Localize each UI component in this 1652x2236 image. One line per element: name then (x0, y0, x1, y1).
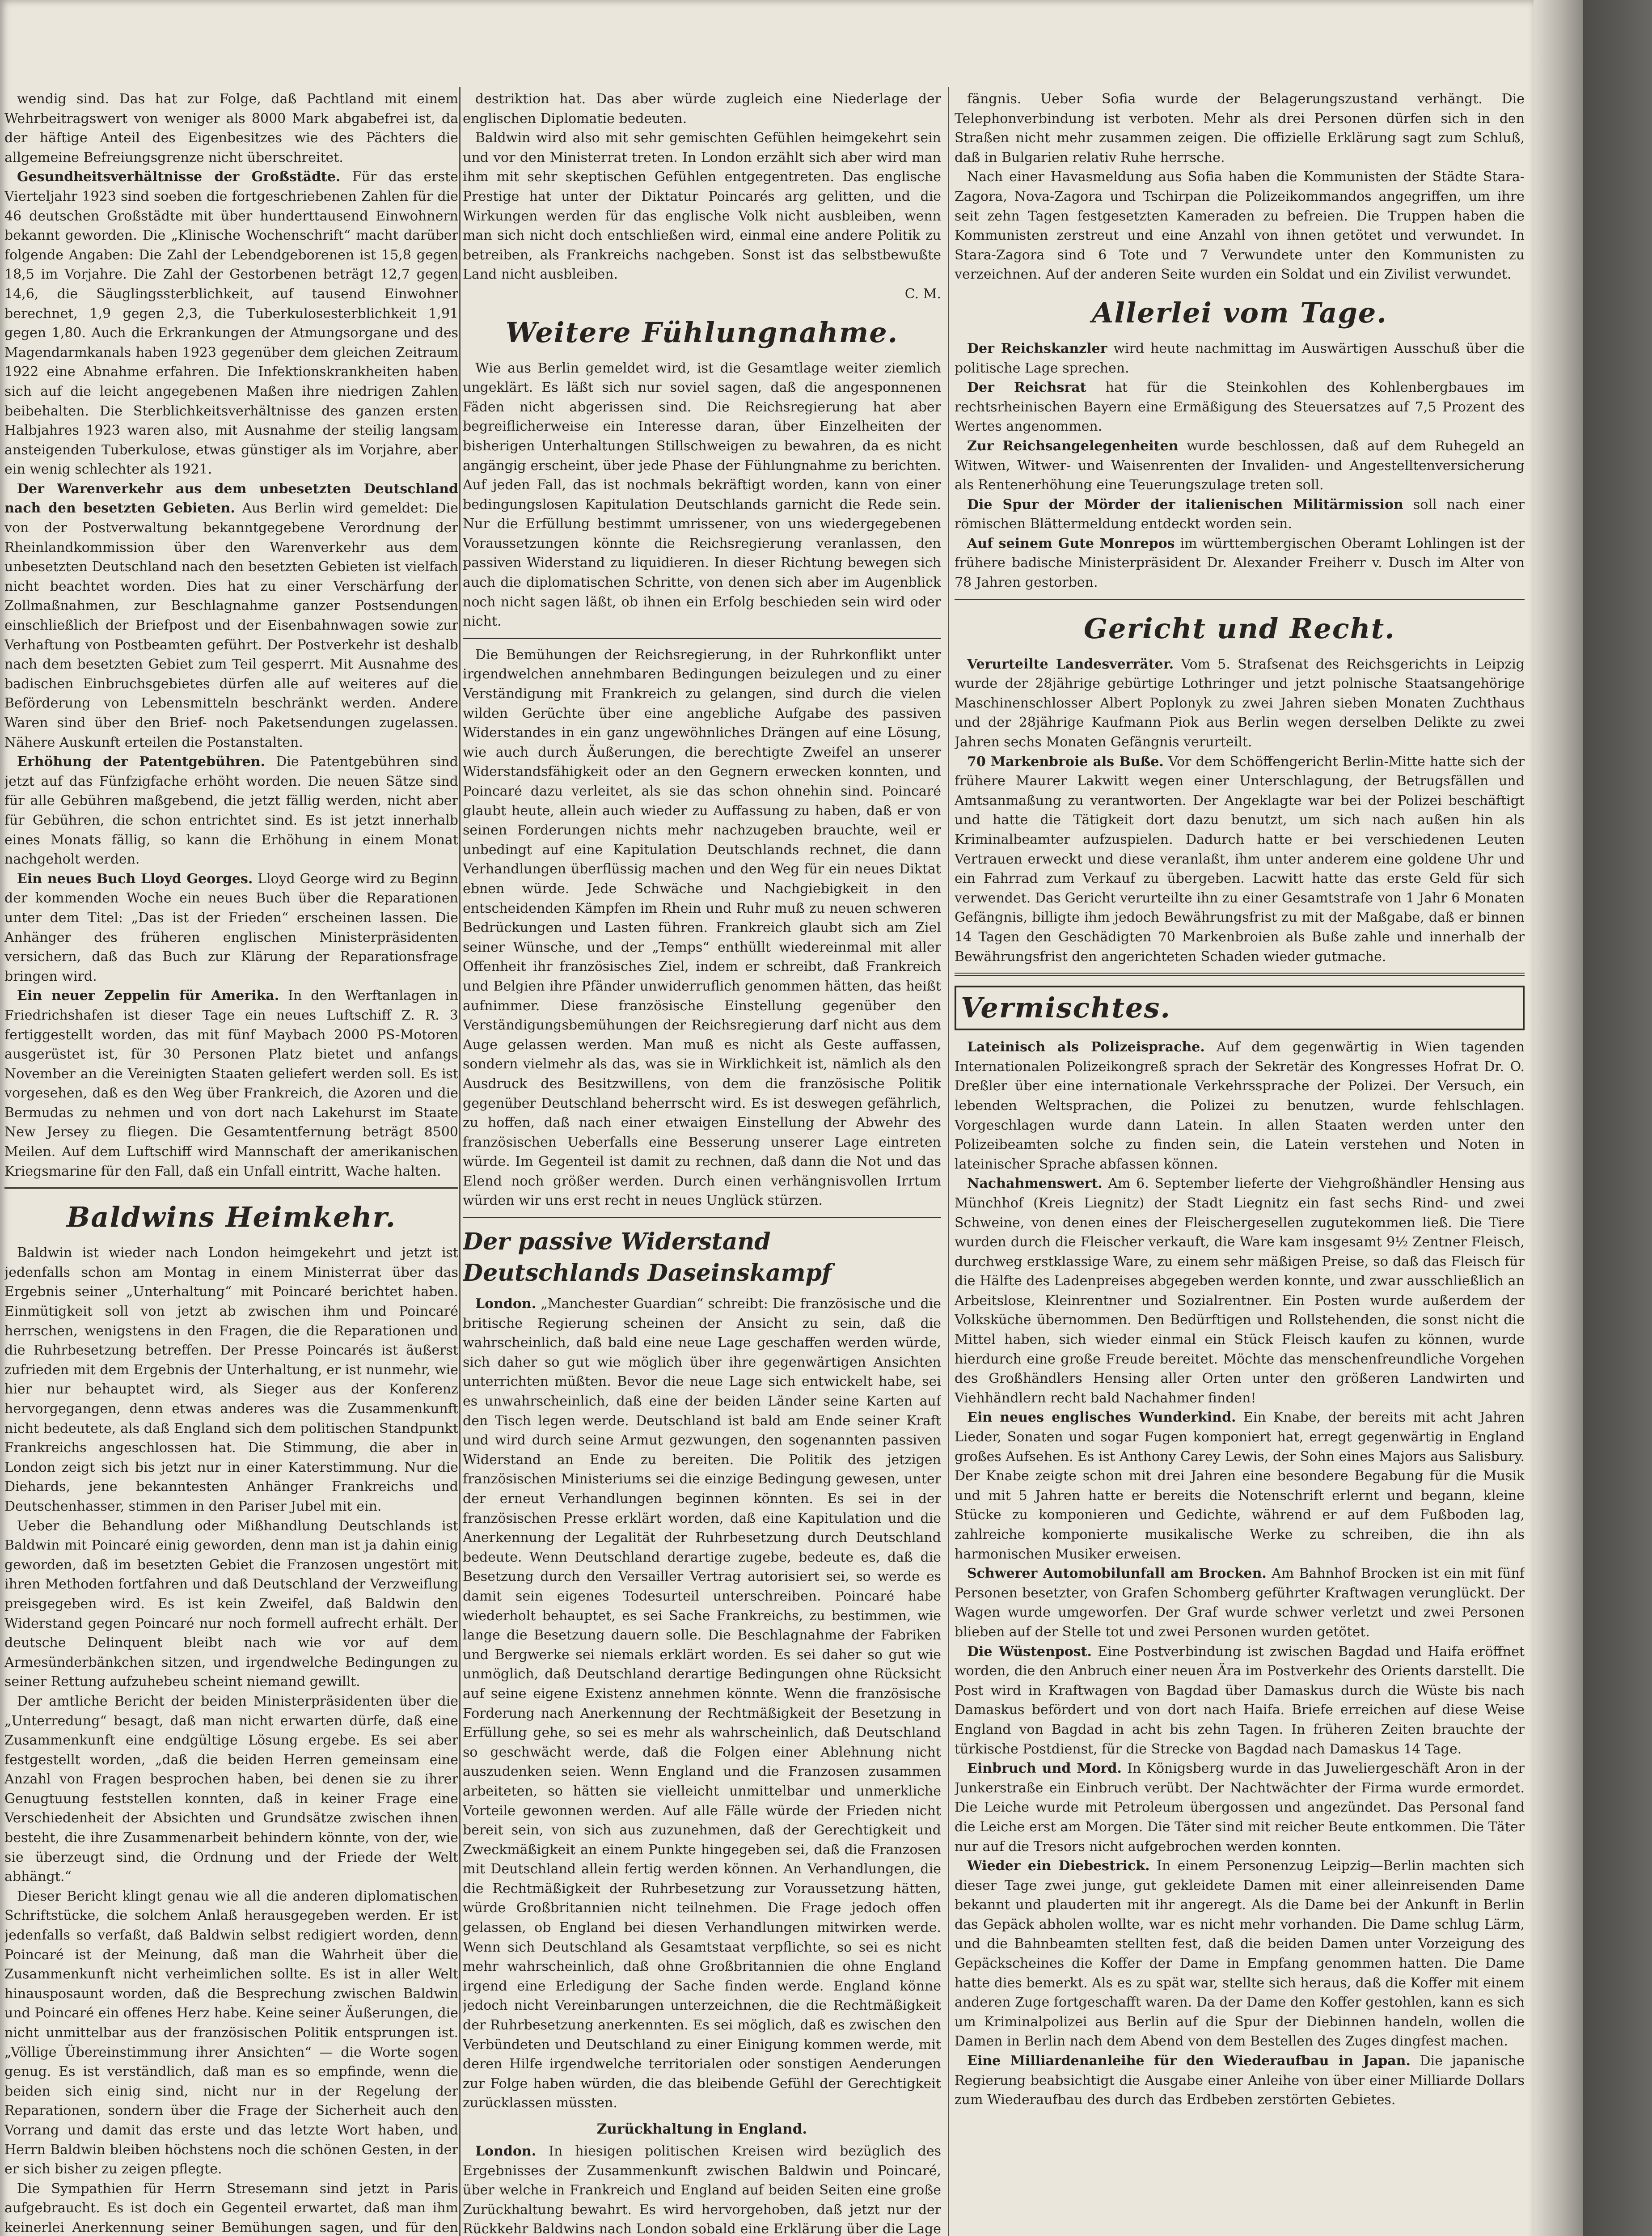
paragraph-lead: Der Warenverkehr aus dem unbesetzten Deutschland nach den besetzten Gebieten. (4, 481, 458, 517)
article-paragraph (463, 1294, 941, 2113)
paragraph-lead: Der Reichsrat (967, 380, 1086, 396)
section-heading: Weitere Fühlungnahme. (505, 316, 899, 349)
article-paragraph (4, 479, 458, 752)
paragraph-lead: Zur Reichsangelegenheiten (967, 438, 1179, 454)
paragraph-text: im württembergischen Oberamt Lohlingen ist der frühere badische Ministerpräsident Dr. Alexander Freiherr v. Dusch im Alter von 78 Jahren gestorben. (955, 535, 1525, 591)
paragraph-lead: Einbruch und Mord. (967, 1761, 1122, 1777)
column-right (955, 89, 1525, 2236)
paragraph-text: Baldwin wird also mit sehr gemischten Gefühlen heimgekehrt sein und vor den Ministerrat treten. In London erzählt sich aber wird man ihm mit sehr skeptischen Gefühlen entgegentreten. Das englische Prestige hat unter der Diktatur Poincarés arg gelitten, und die Wirkungen werden für das englische Volk nicht ausbleiben, wenn man sich nicht doch entschließen wird, einmal eine andere Politik zu betreiben, als Frankreichs nachgeben. Sonst ist das selbstbewußte Land nicht ausbleiben. (463, 130, 941, 283)
article-paragraph (955, 378, 1525, 436)
article-paragraph (955, 436, 1525, 495)
paragraph-text: Dieser Bericht klingt genau wie all die anderen diplomatischen Schriftstücke, die solchem Anlaß herausgegeben werden. Er ist jedenfalls so verfaßt, daß Baldwin selbst redigiert worden, denn Poincaré ist der Meinung, daß man die Wahrheit über die Zusammenkunft nicht verheimlichen sollte. Es ist in aller Welt hinausposaunt worden, daß die Besprechung zwischen Baldwin und Poincaré ein offenes Herz habe. Keine seiner Äußerungen, die nicht unmittelbar aus der französischen Politik entsprungen ist. „Völlige Übereinstimmung ihrer Ansichten“ — die Worte sogen genug. Es ist verständlich, daß man es so empfinde, wenn die beiden sich einig sind, nicht nur in der Regelung der Reparationen, sondern über die Frage der Sicherheit auch den Vorrang und damit das erste und das letzte Wort haben, und Herrn Baldwin bleiben höchstens noch die schönen Gesten, in der er sich bisher zu zeigen pflegte. (4, 1888, 458, 2177)
article-paragraph (4, 986, 458, 1181)
paragraph-text: Am 6. September lieferte der Viehgroßhändler Hensing aus Münchhof (Kreis Liegnitz) der Stadt Liegnitz ein fast sechs Rind- und zwei Schweine, von denen eines der Fleischergesellen zugutekommen ließ. Die Tiere wurden durch die Fleischer verkauft, die Ware kam insgesamt 9½ Zentner Fleisch, durchweg erstklassige Ware, zu einem sehr mäßigen Preise, so daß das Fleisch für die Hälfte des Ladenpreises abgegeben werden konnte, und zwar ausschließlich an Arbeitslose, Kleinrentner und Sozialrentner. Ein Posten wurde außerdem der Volksküche übernommen. Den Bedürftigen und Rollstehenden, die sonst nicht die Mittel haben, sich wieder einmal ein Stück Fleisch kaufen zu können, wurde hierdurch eine große Freude bereitet. Möchte das menschenfreundliche Vorgehen des Großhändlers Hensing aller Orten unter den größeren Landwirten und Viehhändlern recht bald Nachahmer finden! (955, 1176, 1525, 1406)
paragraph-lead: Ein neues englisches Wunderkind. (967, 1410, 1236, 1426)
paragraph-text: In den Werftanlagen in Friedrichshafen ist dieser Tage ein neues Luftschiff Z. R. 3 fertiggestellt worden, das mit fünf Maybach 2000 PS-Motoren ausgerüstet ist, für 30 Personen Platz bietet und anfangs November an die Vereinigten Staaten geliefert werden soll. Es ist vorgesehen, daß es den Weg über Frankreich, die Azoren und die Bermudas zu nehmen und von dort nach Lakehurst im Staate New Jersey zu fliegen. Die Gesamtentfernung beträgt 8500 Meilen. Auf dem Luftschiff wird Mannschaft der amerikanischen Kriegsmarine für den Fall, daß ein Unfall eintritt, Wache halten. (4, 988, 458, 1179)
article-paragraph (463, 2142, 941, 2236)
article-paragraph (463, 359, 941, 631)
article-paragraph (955, 1856, 1525, 2051)
article-paragraph (4, 89, 458, 167)
article-paragraph (4, 1887, 458, 2179)
paragraph-text: Vom 5. Strafsenat des Reichsgerichts in Leipzig wurde der 28jährige gebürtige Lothringer und jetzt polnische Staatsangehörige Maschinenschlosser Albert Poplonyk zu zwei Jahren sieben Monaten Zuchthaus und der 28jährige Kaufmann Piok aus Berlin wegen derselben Delikte zu zwei Jahren sechs Monaten Gefängnis verurteilt. (955, 656, 1525, 750)
paragraph-text: Die Sympathien für Herrn Stresemann sind jetzt in Paris aufgebraucht. Es ist doch ein Gegenteil erwartet, daß man ihm keinerlei Anerkennung seiner Bemühungen sagen, und für den (4, 2181, 458, 2236)
paragraph-lead: Gesundheitsverhältnisse der Großstädte. (17, 169, 341, 185)
paragraph-lead: Ein neues Buch Lloyd Georges. (17, 871, 253, 887)
article-paragraph (955, 1408, 1525, 1564)
paragraph-text: Die Bemühungen der Reichsregierung, in der Ruhrkonflikt unter irgendwelchen annehmbaren Bedingungen beizulegen und zu einer Verständigung mit Frankreich zu gelangen, sind durch die vielen wilden Gerüchte über eine angebliche Aufgabe des passiven Widerstandes in ein ganz ungewöhnliches Drängen auf eine Lösung, wie auch durch Äußerungen, die berechtigte Zweifel an unserer Widerstandsfähigkeit oder an den Gegnern erwecken konnten, und Poincaré dazu verleitet, als sie das schon ohnehin sind. Poincaré glaubt heute, allein auch wieder zu Auffassung zu haben, daß er von seinen Forderungen nichts mehr nachzugeben brauchte, weil er unbedingt auf eine Kapitulation Deutschlands rechnet, die dann Verhandlungen überflüssig machen und den Weg für ein neues Diktat ebnen würde. Jede Schwäche und Nachgiebigkeit in den entscheidenden Kämpfen im Rhein und Ruhr muß zu neuen schweren Bedrückungen und Lasten führen. Frankreich glaubt sich am Ziel seiner Wünsche, und der „Temps“ enthüllt wiedereinmal mit aller Offenheit ihr französisches Ziel, indem er schreibt, daß Frankreich und Belgien ihre Pfänder unwiderruflich genommen hätten, das heißt aufnimmer. Diese französische Einstellung gegenüber den Verständigungsbemühungen der Reichsregierung darf nicht aus dem Auge gelassen werden. Man muß es nicht als Geste auffassen, sondern vielmehr als das, was sie in Wirklichkeit ist, nämlich als den Ausdruck des Besitzwillens, von dem die französische Politik gegenüber Deutschland beherrscht wird. Es ist deswegen gefährlich, zu hoffen, daß nach einer etwaigen Einstellung der Abwehr des französischen Ueberfalls eine Besserung unserer Lage eintreten würde. Im Gegenteil ist damit zu rechnen, daß dann die Not und das Elend noch größer werden. Durch einen verhängnisvollen Irrtum würden wir uns erst recht in neues Unglück stürzen. (463, 647, 941, 1209)
section-divider (4, 1187, 458, 1189)
section-divider (463, 638, 941, 639)
column-left (4, 89, 458, 2236)
paragraph-text: Auf dem gegenwärtig in Wien tagenden Internationalen Polizeikongreß sprach der Sekretär des Kongresses Hofrat Dr. O. Dreßler über eine internationale Verkehrssprache der Polizei. Der Versuch, ein lebenden Weltsprachen, die Polizei zu benutzen, wurde fehlschlagen. Vorgeschlagen wurde dann Latein. In allen Staaten werden unter den Polizeibeamten solche zu finden sein, die Latein verstehen und Noten in lateinischer Sprache abfassen können. (955, 1039, 1525, 1172)
paragraph-text: In hiesigen politischen Kreisen wird bezüglich des Ergebnisses der Zusammenkunft zwischen Baldwin und Poincaré, über welche in Frankreich und England auf beiden Seiten eine große Zurückhaltung bewahrt. Es wird hervorgehoben, daß jetzt nur der Rückkehr Baldwins nach London sobald eine Erklärung über die Lage (463, 2143, 941, 2236)
paragraph-lead: Auf seinem Gute Monrepos (967, 535, 1175, 551)
article-paragraph (4, 2179, 458, 2236)
section-heading: Zurückhaltung in England. (596, 2121, 807, 2137)
article-paragraph (955, 89, 1525, 167)
section-divider (955, 973, 1525, 976)
paragraph-text: „Manchester Guardian“ schreibt: Die französische und die britische Regierung scheinen der Ansicht zu sein, daß die wahrscheinlich, daß bald eine neue Lage geschaffen werden würde, sich daher so gut wie möglich über ihre gegenwärtigen Ansichten unterrichten müßten. Bevor die neue Lage sich entwickelt habe, sei es unwahrscheinlich, daß eine der beiden Länder seine Karten auf den Tisch legen werde. Deutschland ist bald am Ende seiner Kraft und wird durch seine Armut gezwungen, den sogenannten passiven Widerstand an Ende zu bereiten. Die Politik des jetzigen französischen Ministeriums sei die einzige Bedingung gewesen, unter der erneut Verhandlungen beginnen könnten. Es sei in der französischen Presse erklärt worden, daß eine Kapitulation und die Anerkennung der Legalität der Ruhrbesetzung durch Deutschland bedeute. Wenn Deutschland derartige zugebe, bedeute es, daß die Besetzung durch den Versailler Vertrag autorisiert sei, so werde es damit sein eigenes Todesurteil unterschreiben. Poincaré habe wiederholt behauptet, es sei Sache Frankreichs, zu bestimmen, wie lange die Besetzung dauern solle. Die Beschlagnahme der Fabriken und Bergwerke sei niemals erklärt worden. Es sei daher so gut wie unmöglich, daß Deutschland derartige Bedingungen ohne Rücksicht auf seine eigene Existenz annehmen könnte. Wenn die französische Forderung nach Anerkennung der Rechtmäßigkeit der Besetzung in Erfüllung gehe, so sei es mehr als wahrscheinlich, daß Deutschland so geschwächt werde, daß die Folgen einer Ablehnung nicht auszudenken seien. Wenn England und die Franzosen zusammen arbeiteten, so hätten sie vielleicht unmittelbar und unmerkliche Vorteile gewonnen werden. Auf alle Fälle würde der Frieden nicht bereit sein, von sich aus zuzunehmen, daß der Gerechtigkeit und Zweckmäßigkeit an einem Punkte hingegeben sei, daß die Franzosen mit Deutschland allein fertig werden können. An Verhandlungen, die die Rechtmäßigkeit der Ruhrbesetzung zur Voraussetzung hätten, würde Großbritannien nicht teilnehmen. Die Frage jedoch offen gelassen, ob England bei diesen Verhandlungen mitwirken werde. Wenn sich Deutschland als Gesamtstaat verpflichte, so sei es nicht mehr wahrscheinlich, daß ohne Großbritannien die ohne England irgend eine Erledigung der Sache finden werde. England könne jedoch nicht Vereinbarungen unterzeichnen, die die Rechtmäßigkeit der Ruhrbesetzung anerkennten. Es sei möglich, daß es zwischen den Verbündeten und Deutschland zu einer Einigung kommen werde, mit deren Hilfe irgendwelche territorialen oder sonstigen Aenderungen zur Folge haben würden, die das bleibende Gefühl der Gerechtigkeit zurücklassen müssten. (463, 1296, 941, 2111)
section-heading: Baldwins Heimkehr. (66, 1201, 397, 1234)
paragraph-text: Lloyd George wird zu Beginn der kommenden Woche ein neues Buch über die Reparationen unter dem Titel: „Das ist der Frieden“ erscheinen lassen. Die Anhänger des früheren englischen Ministerpräsidenten versichern, daß das Buch zur Klärung der Reparationsfrage bringen wird. (4, 871, 458, 984)
article-paragraph (955, 339, 1525, 378)
paragraph-text: In einem Personenzug Leipzig—Berlin machten sich dieser Tage zwei junge, gut gekleidete Damen mit einer alleinreisenden Dame bekannt und plauderten mit ihr angeregt. Als die Dame bei der Ankunft in Berlin das Gepäck abholen wollte, war es nicht mehr vorhanden. Die Dame schlug Lärm, und die Bahnbeamten stellten fest, daß die beiden Damen unter Vorzeigung des Gepäckscheines die Koffer der Dame in Empfang genommen hatten. Die Dame hatte dies bemerkt. Als es zu spät war, stellte sich heraus, daß die Koffer mit einem anderen Zuge fortgeschafft waren. Da der Dame den Koffer gestohlen, kann es sich um Kriminalpolizei aus Berlin auf die Spur der Diebinnen handeln, wollen die Damen in Berlin nach dem Abend von dem Bestellen des Zuges dingfest machen. (955, 1858, 1525, 2050)
paragraph-lead: Verurteilte Landesverräter. (967, 656, 1174, 672)
article-paragraph (4, 1692, 458, 1887)
section-divider (955, 599, 1525, 600)
paragraph-text: Nach einer Havasmeldung aus Sofia haben die Kommunisten der Städte Stara-Zagora, Nova-Zagora und Tschirpan die Polizeikommandos angegriffen, um ihre seit zehn Tagen festgesetzten Kameraden zu befreien. Die Truppen haben die Kommunisten zerstreut und eine Anzahl von ihnen getötet und verwundet. In Stara-Zagora sind 6 Tote und 7 Verwundete unter den Kommunisten zu verzeichnen. Auf der anderen Seite wurden ein Soldat und ein Zivilist verwundet. (955, 169, 1525, 283)
article-paragraph (955, 655, 1525, 752)
section-heading: Vermischtes. (955, 986, 1525, 1030)
article-paragraph (4, 167, 458, 479)
article-paragraph (463, 645, 941, 1211)
paragraph-lead: Wieder ein Diebestrick. (967, 1858, 1150, 1874)
paragraph-text: Der amtliche Bericht der beiden Ministerpräsidenten über die „Unterredung“ besagt, daß man nicht erwarten dürfe, daß eine Zusammenkunft eine endgültige Lösung ergebe. Es sei aber festgestellt worden, „daß die beiden Herren gemeinsam eine Anzahl von Fragen besprochen haben, bei denen sie zu ihrer Genugtuung feststellen konnten, daß in keiner Frage eine Verschiedenheit der Absichten und Grundsätze zwischen ihnen besteht, die ihre Zusammenarbeit behindern könnte, von der, wie sie überzeugt sind, die Ordnung und der Friede der Welt abhängt.“ (4, 1693, 458, 1885)
article-paragraph (955, 1642, 1525, 1759)
paragraph-lead: Ein neuer Zeppelin für Amerika. (17, 988, 279, 1004)
column-rule (459, 87, 461, 2236)
paragraph-text: Die Patentgebühren sind jetzt auf das Fünfzigfache erhöht worden. Die neuen Sätze sind für alle Gebühren maßgebend, die jetzt fällig werden, nicht aber für Gebühren, die schon entrichtet sind. Es ist jetzt innerhalb eines Monats fällig, so kann die Erhöhung in einem Monat nachgeholt werden. (4, 754, 458, 868)
article-paragraph (955, 1174, 1525, 1408)
paragraph-text: Baldwin ist wieder nach London heimgekehrt und jetzt ist jedenfalls schon am Montag in einem Ministerrat über das Ergebnis seiner „Unterhaltung“ mit Poincaré berichtet haben. Einmütigkeit soll von jetzt ab zwischen ihm und Poincaré herrschen, wenigstens in den Fragen, die die Reparationen und die Ruhrbesetzung betreffen. Der Presse Poincarés ist äußerst zufrieden mit dem Ergebnis der Unterhaltung, er ist nunmehr, wie hier nur behauptet wird, als Sieger aus der Konferenz hervorgegangen, denn etwas anderes was die Zusammenkunft nicht bedeutete, als daß England sich dem politischen Standpunkt Frankreichs angeschlossen hat. Die Stimmung, die aber in London zeigt sich bis jetzt nur in einer Katerstimmung. Nur die Diehards, jene bekanntesten Anhänger Frankreichs und Deutschenhasser, stimmen in den Pariser Jubel mit ein. (4, 1245, 458, 1514)
article-paragraph (4, 1516, 458, 1692)
article-paragraph (955, 534, 1525, 593)
paragraph-text: fängnis. Ueber Sofia wurde der Belagerungszustand verhängt. Die Telephonverbindung ist verboten. Mehr als drei Personen dürfen sich in den Straßen nicht mehr zusammen zeigen. Die offizielle Erklärung sagt zum Schluß, daß in Bulgarien relativ Ruhe herrsche. (955, 91, 1525, 165)
article-paragraph (463, 89, 941, 128)
paragraph-lead: Erhöhung der Patentgebühren. (17, 754, 265, 770)
paragraph-lead: 70 Markenbroie als Buße. (967, 754, 1164, 770)
paragraph-text: Ein Knabe, der bereits mit acht Jahren Lieder, Sonaten und sogar Fugen komponiert hat, erregt gegenwärtig in England großes Aufsehen. Es ist Anthony Carey Lewis, der Sohn eines Majors aus Salisbury. Der Knabe zeigte schon mit drei Jahren eine besondere Begabung für die Musik und mit 5 Jahren hatte er bereits die Notenschrift erlernt und begann, kleine Stücke zu komponieren und Gedichte, während er auf dem Fußboden lag, zahlreiche komponierte musikalische Werke zu schreiben, die ihn als harmonischen Musiker erweisen. (955, 1410, 1525, 1562)
paragraph-text: wurde beschlossen, daß auf dem Ruhegeld an Witwen, Witwer- und Waisenrenten der Invaliden- und Angestelltenversicherung als Rentenerhöhung eine Teuerungszulage treten soll. (955, 438, 1525, 493)
paragraph-text: Eine Postverbindung ist zwischen Bagdad und Haifa eröffnet worden, die den Anbruch einer neuen Ära im Postverkehr des Orients darstellt. Die Post wird in Kraftwagen von Bagdad über Damaskus durch die Wüste bis nach Damaskus befördert und von dort nach Haifa. Briefe erreichen auf diese Weise England von Bagdad in acht bis zehn Tagen. In früheren Zeiten brauchte der türkische Postdienst, für die Strecke von Bagdad nach Damaskus 14 Tage. (955, 1643, 1525, 1757)
paragraph-text: In Königsberg wurde in das Juweliergeschäft Aron in der Junkerstraße ein Einbruch verübt. Der Nachtwächter der Firma wurde ermordet. Die Leiche wurde mit Petroleum übergossen und angezündet. Das Personal fand die Leiche erst am Morgen. Die Täter sind mit reicher Beute entkommen. Die Täter nur auf die Tresors nicht aufgebrochen werden konnten. (955, 1761, 1525, 1855)
paragraph-lead: Nachahmenswert. (967, 1176, 1103, 1192)
section-heading: Gericht und Recht. (1084, 612, 1395, 645)
article-paragraph (955, 1759, 1525, 1856)
article-paragraph (955, 495, 1525, 534)
paragraph-text: wird heute nachmittag im Auswärtigen Ausschuß über die politische Lage sprechen. (955, 340, 1525, 376)
article-paragraph (955, 167, 1525, 284)
paragraph-lead: Die Spur der Mörder der italienischen Militärmission (967, 496, 1403, 512)
section-heading: Allerlei vom Tage. (1092, 296, 1387, 329)
article-paragraph (955, 1038, 1525, 1174)
paragraph-text: hat für die Steinkohlen des Kohlenbergbaues im rechtsrheinischen Bayern eine Ermäßigung des Steuersatzes auf 7,5 Prozent des Wertes angenommen. (955, 380, 1525, 435)
paragraph-text: Für das erste Vierteljahr 1923 sind soeben die fortgeschriebenen Zahlen für die 46 deutschen Großstädte mit über hunderttausend Einwohnern bekannt geworden. Die „Klinische Wochenschrift“ macht darüber folgende Angaben: Die Zahl der Lebendgeborenen ist 15,8 gegen 18,5 im Vorjahre. Die Zahl der Gestorbenen beträgt 12,7 gegen 14,6, die Säuglingssterblichkeit, auf tausend Einwohner berechnet, 1,9 gegen 2,3, die Tuberkulosesterblichkeit 1,91 gegen 1,80. Auch die Erkrankungen der Atmungsorgane und des Magendarmkanals haben 1923 gegenüber dem gleichen Zeitraum 1922 eine Abnahme erfahren. Die Infektionskrankheiten haben sich auf die leicht angegebenen Maßen ihre niedrigen Zahlen beibehalten. Die Sterblichkeitsverhältnisse des ganzen ersten Halbjahres 1923 waren also, mit Ausnahme der steilig langsam ansteigenden Tuberkulose, etwas günstiger als im Vorjahre, aber ein wenig schlechter als 1921. (4, 169, 458, 478)
paragraph-lead: Lateinisch als Polizeisprache. (967, 1039, 1205, 1055)
article-paragraph (4, 869, 458, 987)
article-paragraph (4, 1243, 458, 1516)
column-rule (948, 87, 949, 2236)
paragraph-lead: London. (475, 1296, 537, 1312)
article-signature: C. M. (904, 286, 941, 302)
paragraph-lead: Die Wüstenpost. (967, 1643, 1092, 1660)
paragraph-text: Aus Berlin wird gemeldet: Die von der Postverwaltung bekanntgegebene Verordnung der Rheinlandkommission über den Warenverkehr aus dem unbesetzten Deutschland nach den besetzten Gebieten ist vielfach nicht beachtet worden. Dies hat zu einer Verschärfung der Zollmaßnahmen, zur Beschlagnahme ganzer Postsendungen einschließlich der Briefpost und der Eisenbahnwagen sowie zur Verhaftung von Postbeamten geführt. Der Postverkehr ist deshalb nach dem besetzten Gebiet zum Teil gesperrt. Mit Ausnahme des badischen Einbruchsgebietes dürfen alle auf weiteres auf die Beförderung von Lebensmitteln beschränkt werden. Andere Waren sind über den Brief- noch Paketsendungen zugelassen. Nähere Auskunft erteilen die Postanstalten. (4, 500, 458, 750)
paragraph-lead: Eine Milliardenanleihe für den Wiederaufbau in Japan. (967, 2053, 1411, 2069)
article-paragraph (4, 752, 458, 869)
paragraph-text: Die japanische Regierung beabsichtigt die Ausgabe einer Anleihe von über einer Milliarde Dollars zum Wiederaufbau des durch das Erdbeben zerstörten Gebietes. (955, 2053, 1525, 2108)
paragraph-lead: London. (475, 2143, 537, 2159)
column-middle (463, 89, 941, 2236)
article-paragraph (463, 128, 941, 284)
book-binding (1583, 0, 1652, 2236)
section-heading: Der passive Widerstand Deutschlands Daseinskampf (463, 1228, 832, 1287)
page-edge (1534, 0, 1583, 2236)
article-paragraph (955, 1564, 1525, 1642)
paragraph-lead: Schwerer Automobilunfall am Brocken. (967, 1566, 1267, 1582)
paragraph-text: soll nach einer römischen Blättermeldung entdeckt worden sein. (955, 496, 1525, 532)
paragraph-lead: Der Reichskanzler (967, 340, 1107, 356)
article-paragraph (955, 752, 1525, 967)
paragraph-text: destriktion hat. Das aber würde zugleich eine Niederlage der englischen Diplomatie bedeuten. (463, 91, 941, 127)
paragraph-text: Am Bahnhof Brocken ist ein mit fünf Personen besetzter, von Grafen Schomberg geführter Kraftwagen verunglückt. Der Wagen wurde umgeworfen. Der Graf wurde schwer verletzt und zwei Personen blieben auf der Stelle tot und zwei Personen wurden getötet. (955, 1566, 1525, 1640)
article-paragraph (955, 2051, 1525, 2110)
paragraph-text: wendig sind. Das hat zur Folge, daß Pachtland mit einem Wehrbeitragswert von weniger als 8000 Mark abgabefrei ist, da der häftige Anteil des Eigenbesitzes wie des Pächters die allgemeine Befreiungsgrenze nicht überschreitet. (4, 91, 458, 165)
paragraph-text: Ueber die Behandlung oder Mißhandlung Deutschlands ist Baldwin mit Poincaré einig geworden, denn man ist ja dahin einig geworden, daß im besetzten Gebiet die Franzosen ungestört mit ihren Methoden fortfahren und daß Deutschland der Verzweiflung preisgegeben wird. Es ist kein Zweifel, daß Baldwin den Widerstand gegen Poincaré nur noch formell aufrecht erhält. Der deutsche Delinquent bleibt nach wie vor auf dem Armesünderbänkchen sitzen, und irgendwelche Bedingungen zu seiner Rettung aufzuhebeu scheint niemand gewillt. (4, 1518, 458, 1690)
paragraph-text: Vor dem Schöffengericht Berlin-Mitte hatte sich der frühere Maurer Lakwitt wegen einer Unterschlagung, der Betrugsfällen und Amtsanmaßung zu verantworten. Der Angeklagte war bei der Polizei beschäftigt und hatte die Tätigkeit dort dazu benutzt, um sich nach außen hin als Kriminalbeamter aufzuspielen. Dadurch hatte er bei verschiedenen Leuten Vertrauen erweckt und diese veranlaßt, ihm unter anderem eine goldene Uhr und ein Fahrrad zum Verkauf zu übergeben. Lacwitt hatte das erste Geld für sich verwendet. Das Gericht verurteilte ihn zu einer Gesamtstrafe von 1 Jahr 6 Monaten Gefängnis, billigte ihm jedoch Bewährungsfrist zu mit der Maßgabe, daß er binnen 14 Tagen den Geschädigten 70 Markenbroien als Buße zahle und innerhalb der Bewährungsfrist den angerichteten Schaden wieder gutmache. (955, 754, 1525, 965)
section-divider (463, 1217, 941, 1218)
paragraph-text: Wie aus Berlin gemeldet wird, ist die Gesamtlage weiter ziemlich ungeklärt. Es läßt sich nur soviel sagen, daß die angesponnenen Fäden nicht abgerissen sind. Die Reichsregierung hat aber begreiflicherweise ein Interesse daran, über Einzelheiten der bisherigen Unterhaltungen Stillschweigen zu bewahren, da es nicht angängig erscheint, über jede Phase der Fühlungnahme zu berichten. Auf jeden Fall, das ist nochmals bekräftigt worden, kann von einer bedingungslosen Kapitulation Deutschlands garnicht die Rede sein. Nur die Erfüllung bestimmt umrissener, von uns wiedergegebenen Voraussetzungen könnte die Reichsregierung veranlassen, den passiven Widerstand zu liquidieren. In dieser Richtung bewegen sich auch die diplomatischen Schritte, von denen sich aber im Augenblick noch nicht sagen läßt, ob ihnen ein Erfolg beschieden sein wird oder nicht. (463, 360, 941, 630)
